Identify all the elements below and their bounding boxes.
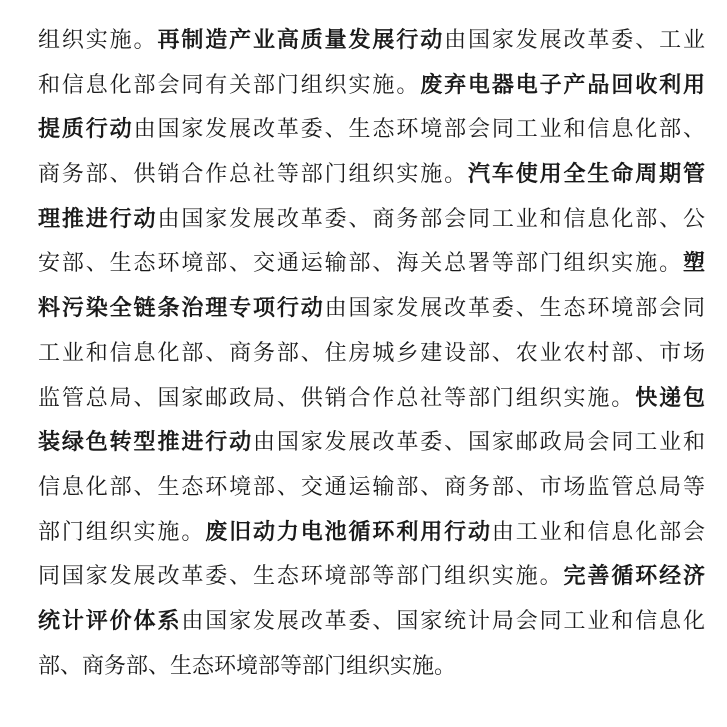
- body-text: 由国家发展改革委、工业: [444, 27, 705, 52]
- body-text: 部、商务部、生态环境部等部门组织实施。: [38, 652, 457, 678]
- text-line: [38, 644, 705, 689]
- text-line: [38, 107, 705, 152]
- body-text: 和信息化部会同有关部门组织实施。: [38, 71, 421, 97]
- body-text: 由工业和信息化部会: [491, 518, 705, 544]
- action-name-bold-text: 塑: [682, 250, 705, 276]
- text-line: [38, 18, 705, 63]
- text-line: [38, 599, 705, 644]
- text-line: [38, 510, 705, 555]
- body-text: 由国家发展改革委、商务部会同工业和信息化部、公: [157, 205, 705, 231]
- body-text: 监管总局、国家邮政局、供销合作总社等部门组织实施。: [38, 384, 636, 410]
- body-text: 部门组织实施。: [38, 518, 206, 544]
- action-name-bold-text: 快递包: [635, 384, 705, 410]
- text-line: [38, 554, 705, 599]
- action-name-bold-text: 装绿色转型推进行动: [38, 429, 253, 455]
- body-text: 由国家发展改革委、生态环境部会同: [324, 295, 705, 321]
- body-text: 由国家发展改革委、生态环境部会同工业和信息化部、: [133, 116, 705, 142]
- text-line: [38, 420, 705, 465]
- action-name-bold-text: 统计评价体系: [38, 607, 182, 633]
- text-line: [38, 331, 705, 376]
- body-text: 同国家发展改革委、生态环境部等部门组织实施。: [38, 563, 564, 589]
- body-text: 信息化部、生态环境部、交通运输部、商务部、市场监管总局等: [38, 473, 705, 499]
- text-line: [38, 63, 705, 108]
- action-name-bold-text: 完善循环经济: [563, 563, 705, 589]
- action-name-bold-text: 料污染全链条治理专项行动: [38, 295, 325, 321]
- text-line: [38, 197, 705, 242]
- action-name-bold-text: 废弃电器电子产品回收利用: [420, 71, 705, 97]
- action-name-bold-text: 理推进行动: [38, 205, 158, 231]
- body-text: 安部、生态环境部、交通运输部、海关总署等部门组织实施。: [38, 250, 683, 276]
- text-line: [38, 241, 705, 286]
- text-line: [38, 465, 705, 510]
- body-text: 由国家发展改革委、国家统计局会同工业和信息化: [181, 607, 705, 633]
- action-name-bold-text: 提质行动: [38, 116, 134, 142]
- document-body: [38, 18, 705, 688]
- action-name-bold-text: 再制造产业高质量发展行动: [157, 27, 445, 52]
- body-text: 工业和信息化部、商务部、住房城乡建设部、农业农村部、市场: [38, 339, 705, 365]
- text-line: [38, 152, 705, 197]
- body-text: 组织实施。: [38, 27, 158, 52]
- text-line: [38, 286, 705, 331]
- action-name-bold-text: 汽车使用全生命周期管: [467, 161, 705, 187]
- body-text: 由国家发展改革委、国家邮政局会同工业和: [253, 429, 705, 455]
- text-line: [38, 376, 705, 421]
- body-text: 商务部、供销合作总社等部门组织实施。: [38, 161, 468, 187]
- action-name-bold-text: 废旧动力电池循环利用行动: [205, 518, 492, 544]
